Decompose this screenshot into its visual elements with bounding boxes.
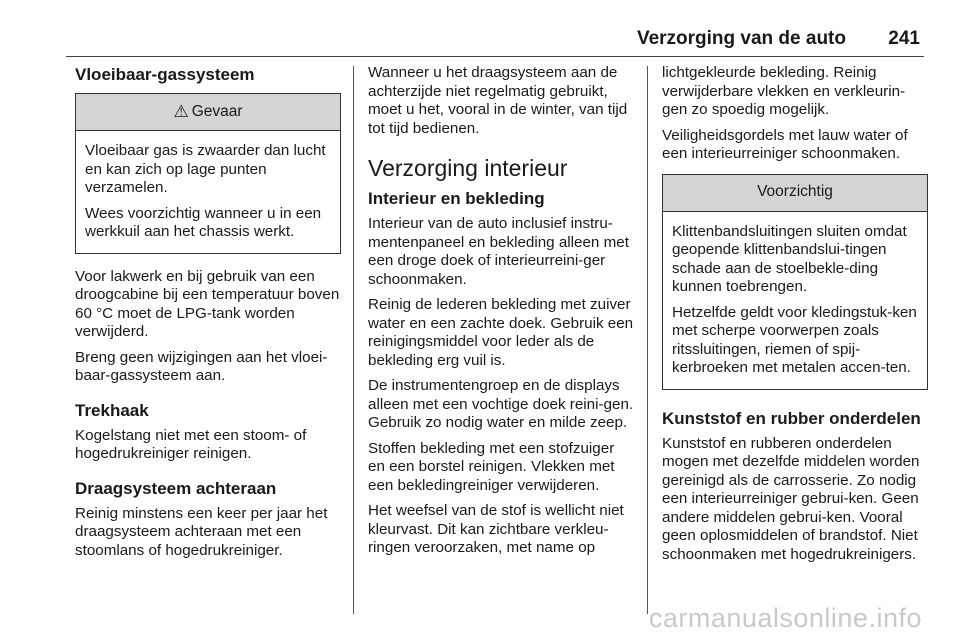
caution-label: Voorzichtig — [757, 183, 833, 201]
section-heading-plastic: Kunststof en rubber onderdelen — [662, 408, 921, 428]
page-number: 241 — [888, 28, 920, 49]
paragraph: Wanneer u het draagsysteem aan de achterzijde niet regelmatig gebruikt, moet u het, vooral in de winter, van tijd tot tijd bedienen. — [368, 64, 628, 137]
paragraph: Reinig de lederen bekleding met zuiver water en een zachte doek. Gebruik een reinigingsmiddel voor leder als de bekleding erg vuil is. — [368, 296, 634, 369]
column-3 — [662, 64, 928, 571]
caution-paragraph-2: Hetzelfde geldt voor kledingstuk-ken met scherpe voorwerpen zoals ritssluitingen, riemen of spij-kerbroeken met metalen accen-ten. — [672, 303, 917, 376]
caution-box-body — [663, 212, 927, 389]
chapter-heading-interior: Verzorging interieur — [368, 155, 568, 181]
paragraph: Kunststof en rubberen onderdelen mogen met dezelfde middelen worden gereinigd als de carrosserie. Zo nodig een interieurreiniger gebrui-ken. Geen andere middelen gebrui-ken. Vooral geen oplosmiddelen of brandstof. Niet schoonmaken met hogedrukreinigers. — [662, 434, 920, 563]
paragraph: Veiligheidsgordels met lauw water of een interieurreiniger schoonmaken. — [662, 126, 908, 162]
caution-paragraph-1: Klittenbandsluitingen sluiten omdat geopende klittenbandslui-tingen schade aan de stoelbekle-ding kunnen toebrengen. — [672, 222, 907, 295]
column-divider — [353, 66, 354, 614]
danger-box-header — [76, 94, 340, 131]
paragraph: Kogelstang niet met een stoom- of hogedrukreiniger reinigen. — [75, 426, 307, 462]
section-heading-lpg: Vloeibaar-gassysteem — [75, 65, 255, 84]
column-divider — [647, 66, 648, 614]
paragraph: Stoffen bekleding met een stofzuiger en een borstel reinigen. Vlekken met een bekledingreiniger verwijderen. — [368, 439, 615, 494]
warning-triangle-icon: ⚠ — [173, 101, 189, 121]
danger-paragraph-2: Wees voorzichtig wanneer u in een werkkuil aan het chassis werkt. — [85, 204, 322, 240]
caution-box — [662, 174, 928, 390]
page-header — [66, 28, 924, 57]
watermark: carmanualsonline.info — [648, 603, 922, 633]
paragraph: Het weefsel van de stof is wellicht niet kleurvast. Dit kan zichtbare verkleu-ringen veroorzaken, met name op — [368, 502, 624, 556]
column-2 — [368, 64, 634, 565]
column-1 — [75, 64, 341, 567]
danger-paragraph-1: Vloeibaar gas is zwaarder dan lucht en kan zich op lage punten verzamelen. — [85, 142, 326, 196]
danger-box — [75, 93, 341, 254]
section-heading-towbar: Trekhaak — [75, 400, 149, 420]
danger-label: Gevaar — [191, 102, 243, 120]
section-heading-rack: Draagsysteem achteraan — [75, 478, 277, 498]
paragraph: De instrumentengroep en de displays alleen met een vochtige doek reini-gen. Gebruik zo nodig water en milde zeep. — [368, 377, 634, 431]
section-heading-upholstery: Interieur en bekleding — [368, 189, 545, 208]
paragraph: Voor lakwerk en bij gebruik van een droogcabine bij een temperatuur boven 60 °C moet de LPG-tank worden verwijderd. — [75, 267, 340, 340]
paragraph: lichtgekleurde bekleding. Reinig verwijderbare vlekken en verkleurin-gen zo spoedig mogelijk. — [662, 64, 906, 118]
paragraph: Reinig minstens een keer per jaar het draagsysteem achteraan met een stoomlans of hogedrukreiniger. — [75, 504, 328, 559]
header-title: Verzorging van de auto — [636, 28, 846, 49]
paragraph: Breng geen wijzigingen aan het vloei-baar-gassysteem aan. — [75, 348, 328, 384]
paragraph: Interieur van de auto inclusief instru-mentenpaneel en bekleding alleen met een droge doek of interieurreini-ger schoonmaken. — [368, 215, 629, 288]
caution-box-header — [663, 175, 927, 212]
danger-box-body — [76, 131, 340, 253]
